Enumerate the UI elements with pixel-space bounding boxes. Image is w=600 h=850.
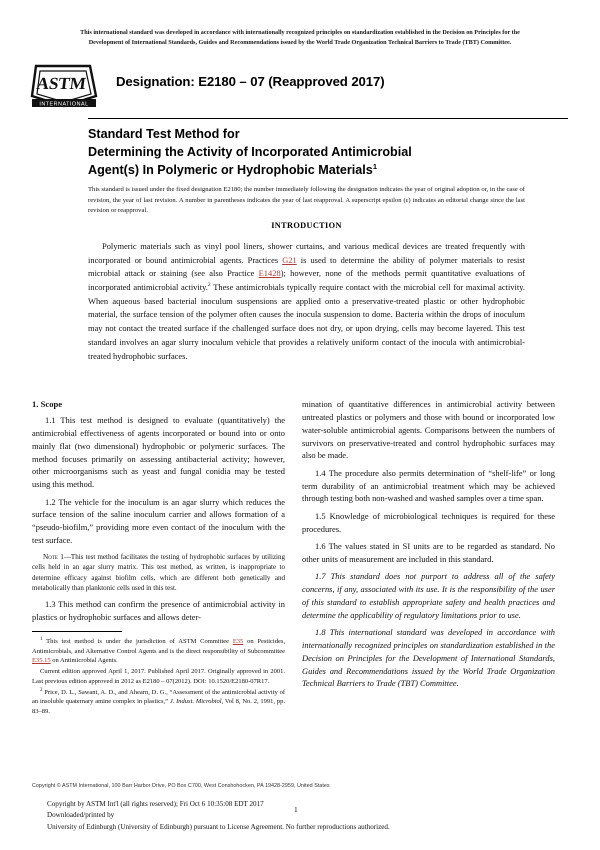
- link-e35[interactable]: E35: [232, 638, 244, 645]
- note-1-label: Note 1: [43, 551, 64, 561]
- intro-part-1: Polymeric materials such as vinyl pool liners, shower curtains, and various medical devices are treated frequently with incorporated or bound antimicrobial agents. Practices: [88, 241, 525, 265]
- tbt-banner-line2: Development of International Standards, Guides and Recommendations issued by the World Trade Organization Technical Barriers to Trade (TBT) Committee.: [88, 38, 512, 46]
- intro-part-4: These antimicrobials typically require contact with the microbial cell for maximal activity. When aqueous based bacterial inoculum suspensions are applied onto a preservative-treated plastic or other hydrophobic material, the surface tension of the polymer often causes the inocula suspension to dome. Bacteria within the drops of inoculum may not contact the treated surface if the challenged surface does not dry, or upon drying, cells may become layered. This test standard involves an agar slurry inoculum vehicle that provides a relatively uniform contact of the inocula with antimicrobial-treated hydrophobic surfaces.: [88, 282, 525, 361]
- download-stamp-line-1: Copyright by ASTM Int'l (all rights reserved); Fri Oct 6 10:35:08 EDT 2017: [47, 800, 264, 808]
- footnote-divider: [32, 631, 122, 632]
- svg-text:INTERNATIONAL: INTERNATIONAL: [39, 101, 89, 108]
- footnote-2-text-a: Price, D. L., Sawant, A. D., and Ahearn, D. G., “Assessment of the antimicrobial activity of an insoluble quaternary amine complex in plastics,”: [32, 688, 285, 706]
- designation-label: Designation: E2180 – 07 (Reapproved 2017): [116, 74, 385, 89]
- footnote-1-marker: 1: [40, 636, 43, 642]
- download-stamp-line-3: University of Edinburgh (University of Edinburgh) pursuant to License Agreement. No further reproductions authorized.: [47, 822, 390, 831]
- header-divider: [88, 118, 568, 119]
- intro-part-2: is used to determine the ability of polymer materials to resist microbial attack or staining (see also Practice: [88, 254, 525, 279]
- paragraph-1-7: 1.7 This standard does not purport to address all of the safety concerns, if any, associated with its use. It is the responsibility of the user of this standard to establish appropriate safety and health practices and determine the applicability of regulatory limitations prior to use.: [302, 571, 555, 620]
- paragraph-1-3-right: mination of quantitative differences in antimicrobial activity between untreated plastics or polymers and those with bound or incorporated low water-soluble antimicrobial agents. Comparisons between the numbers of survivors on preservative-treated and control hydrophobic surfaces may also be made.: [302, 399, 555, 461]
- footnote-1-text-a: This test method is under the jurisdiction of ASTM Committee: [42, 638, 233, 645]
- astm-logo-icon: [28, 62, 106, 112]
- svg-text:ASTM: ASTM: [35, 74, 88, 93]
- introduction-heading: INTRODUCTION: [271, 221, 342, 230]
- footnote-1-text-c: on Antimicrobial Agents.: [50, 657, 118, 665]
- designation-row: [28, 62, 568, 114]
- scope-heading: 1. Scope: [32, 399, 63, 409]
- body-column-left: [32, 398, 285, 628]
- footnote-2-marker: 2: [40, 687, 43, 693]
- paragraph-1-5: 1.5 Knowledge of microbiological techniques is required for these procedures.: [302, 510, 555, 534]
- intro-footnote-marker: 2: [207, 282, 211, 289]
- paragraph-1-1: 1.1 This test method is designed to evaluate (quantitatively) the antimicrobial effectiveness of agents incorporated or bound into or onto mainly flat (two dimensional) hydrophobic or polymeric surfaces. The method focuses primarily on assessing antibacterial activity; however, other microorganisms such as yeast and fungal conidia may be tested using this method.: [32, 415, 285, 490]
- footnote-2-text-b: Vol 8, No. 2, 1991, pp. 83–89.: [32, 698, 285, 715]
- footnote-2-journal: J. Indust. Microbiol,: [169, 698, 224, 706]
- footnote-2: [32, 688, 285, 717]
- tbt-banner: [32, 28, 568, 47]
- page-number: 1: [294, 805, 298, 814]
- footnote-1: [32, 637, 285, 666]
- intro-part-3: ); however, none of the methods permit quantitative evaluations of incorporated antimicrobial activity.: [88, 268, 525, 293]
- link-g21[interactable]: G21: [282, 254, 297, 265]
- title-footnote-marker: 1: [372, 161, 377, 171]
- copyright-notice: Copyright © ASTM International, 100 Barr Harbor Drive, PO Box C700, West Conshohocken, PA 19428-2959, United States: [32, 783, 330, 789]
- footnotes-block: [32, 637, 285, 718]
- paragraph-1-6: 1.6 The values stated in SI units are to be regarded as standard. No other units of measurement are included in this standard.: [302, 540, 555, 564]
- introduction-paragraph: [88, 240, 525, 363]
- paragraph-1-4: 1.4 The procedure also permits determination of “shelf-life” or long term durability of an antimicrobial treatment which may be achieved through testing both non-washed and washed samples over a time span.: [302, 467, 555, 504]
- link-e1428[interactable]: E1428: [258, 268, 281, 279]
- paragraph-1-3-left: 1.3 This method can confirm the presence of antimicrobial activity in plastics or hydrophobic surfaces and allows deter-: [32, 599, 285, 622]
- download-stamp: [47, 799, 527, 833]
- page-title: [88, 126, 528, 180]
- download-stamp-line-2: Downloaded/printed by: [47, 811, 115, 820]
- body-column-right: [302, 398, 555, 695]
- issued-under-note: This standard is issued under the fixed designation E2180; the number immediately following the designation indicates the year of original adoption or, in the case of revision, the year of last revision. A number in parentheses indicates the year of last reapproval. A superscript epsilon (ε) indicates an editorial change since the last revision or reapproval.: [88, 186, 525, 215]
- note-1: [32, 552, 285, 594]
- tbt-banner-line1: This international standard was developed in accordance with internationally recognized principles on standardization established in the Decision on Principles for the: [80, 29, 520, 36]
- title-line-1: Standard Test Method for: [88, 127, 240, 141]
- title-line-2: Determining the Activity of Incorporated Antimicrobial: [88, 144, 412, 159]
- note-1-text: —This test method facilitates the testing of hydrophobic surfaces by utilizing cells held in an agar slurry matrix. This test method, as written, is inappropriate to determine efficacy against biofilm cells, which are different both genetically and metabolically than planktonic cells used in this test.: [32, 552, 286, 592]
- title-line-3: Agent(s) In Polymeric or Hydrophobic Materials: [88, 162, 373, 177]
- link-e35-15[interactable]: E35.15: [32, 657, 51, 665]
- footnote-1-text-b: on Pesticides, Antimicrobials, and Alternative Control Agents and is the direct responsibility of Subcommittee: [32, 638, 285, 655]
- paragraph-1-8: 1.8 This international standard was developed in accordance with internationally recognized principles on standardization established in the Decision on Principles for the Development of International Standards, Guides and Recommendations issued by the World Trade Organization Technical Barriers to Trade (TBT) Committee.: [302, 627, 555, 689]
- paragraph-1-2: 1.2 The vehicle for the inoculum is an agar slurry which reduces the surface tension of the saline inoculum carrier and allows formation of a “pseudo-biofilm,” providing more even contact of the inoculum with the test surface.: [32, 496, 285, 546]
- footnote-edition-info: Current edition approved April 1, 2017. Published April 2017. Originally approved in 2001. Last previous edition approved in 2012 as E2180 – 07(2012). DOI: 10.1520/E2180-07R17.: [32, 668, 285, 685]
